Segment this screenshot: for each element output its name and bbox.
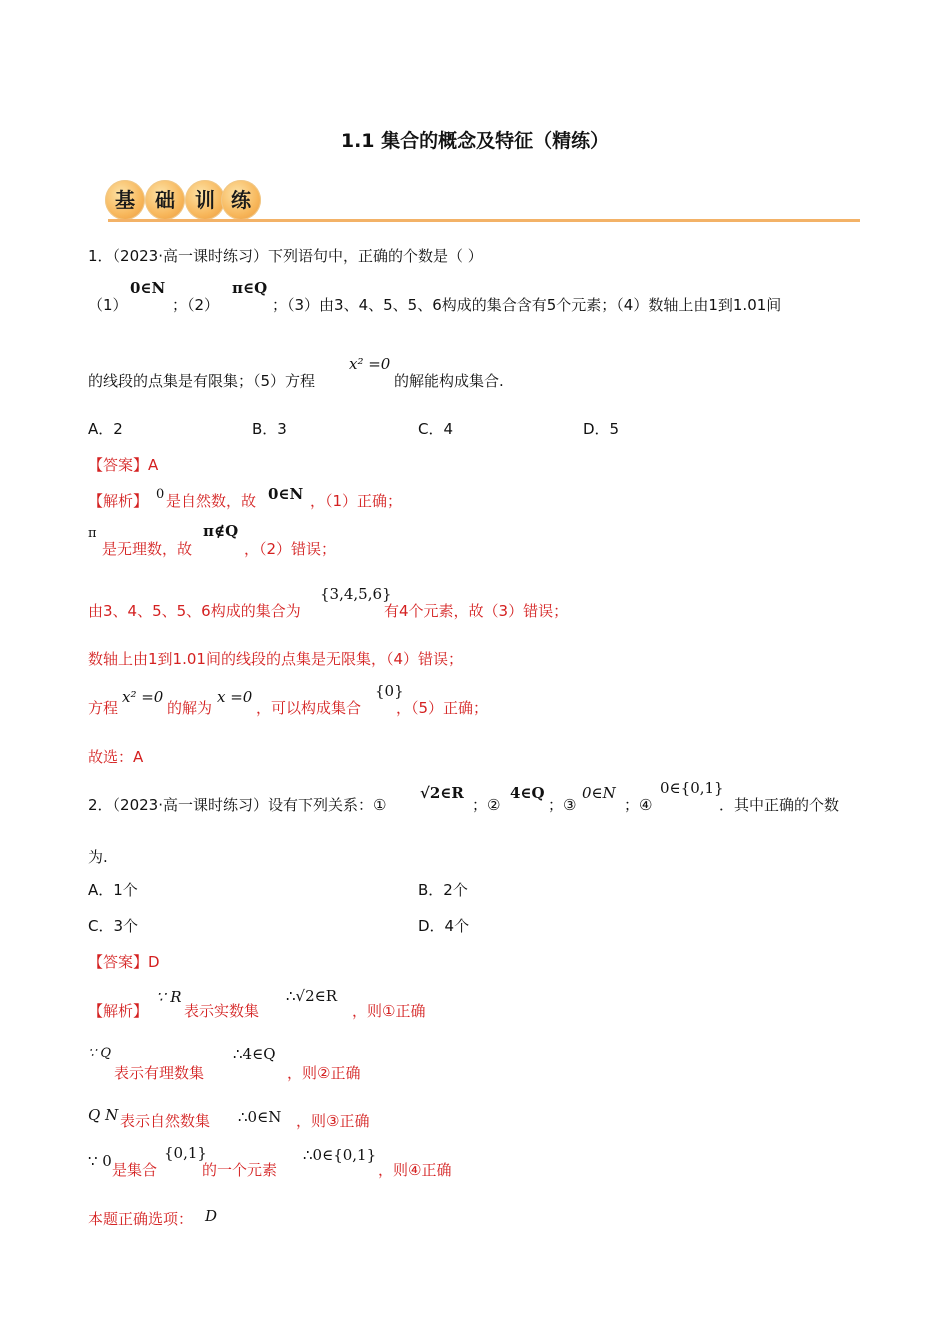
- q2-stem-c: 为.: [88, 848, 108, 866]
- page-title: 1.1 集合的概念及特征（精练）: [340, 130, 610, 152]
- q1-exp-3b: 有4个元素，故（3）错误；: [384, 602, 569, 620]
- q1-exp-6: 故选：A: [88, 748, 144, 766]
- q1-exp-1a: 是自然数，故: [166, 492, 257, 510]
- q2-exp-math-2b: ∴4∈Q: [233, 1045, 276, 1063]
- banner-underline: [108, 219, 860, 222]
- q1-line1-p3: ；（3）由3、4、5、5、6构成的集合含有5个元素；（4）数轴上由1到1.01间: [272, 296, 782, 314]
- q1-exp-5d: ，（5）正确；: [396, 699, 489, 717]
- q2-exp-label: 【解析】: [88, 1002, 149, 1020]
- q1-option-c: C．4: [418, 420, 454, 438]
- q2-exp-3a: 表示自然数集: [120, 1112, 211, 1130]
- q2-answer: 【答案】D: [88, 953, 160, 971]
- q1-option-a: A．2: [88, 420, 123, 438]
- q1-line2-a: 的线段的点集是有限集；（5）方程: [88, 372, 316, 390]
- q1-option-b: B．3: [252, 420, 287, 438]
- banner-char-1: 基: [105, 180, 145, 220]
- q1-exp-math-2: π∉Q: [203, 522, 239, 540]
- q1-math-3: x² =0: [349, 355, 391, 373]
- q2-exp-math-3b: ∴0∈N: [238, 1108, 282, 1126]
- q2-option-b: B．2个: [418, 881, 468, 899]
- q2-exp-4c: ，则④正确: [378, 1161, 452, 1179]
- q1-exp-math-5c: {0}: [375, 682, 404, 700]
- q2-math-1: √2∈R: [420, 784, 464, 802]
- q2-exp-math-4a: ∵ 0: [88, 1152, 112, 1170]
- q2-exp-math-1a: ∵ R: [156, 988, 182, 1006]
- q2-option-d: D．4个: [418, 917, 470, 935]
- q2-exp-math-4c: ∴0∈{0,1}: [303, 1146, 377, 1164]
- q2-exp-2b: ，则②正确: [287, 1064, 361, 1082]
- q2-stem-b: ．其中正确的个数: [719, 796, 840, 814]
- q1-line2-b: 的解能构成集合.: [394, 372, 504, 390]
- q2-exp-1a: 表示实数集: [184, 1002, 260, 1020]
- q1-answer: 【答案】A: [88, 456, 159, 474]
- q1-line1-p2: ；（2）: [172, 296, 220, 314]
- q2-exp-4a: 是集合: [112, 1161, 158, 1179]
- q1-exp-3a: 由3、4、5、5、6构成的集合为: [88, 602, 301, 620]
- q1-exp-2a: 是无理数，故: [102, 540, 193, 558]
- q1-math-1: 0∈N: [130, 279, 166, 297]
- banner-char-2: 础: [145, 180, 185, 220]
- q2-exp-math-1b: ∴√2∈R: [286, 987, 338, 1005]
- q1-option-d: D．5: [583, 420, 620, 438]
- q1-exp-math-0: 0: [156, 487, 165, 502]
- q2-exp-math-4b: {0,1}: [164, 1144, 207, 1162]
- q2-exp-1b: ，则①正确: [352, 1002, 426, 1020]
- q2-exp-2a: 表示有理数集: [114, 1064, 205, 1082]
- q1-exp-math-5a: x² =0: [122, 688, 164, 706]
- q1-exp-1b: ，（1）正确；: [310, 492, 403, 510]
- q2-option-c: C．3个: [88, 917, 139, 935]
- q2-math-4: 0∈{0,1}: [660, 779, 724, 797]
- q1-exp-math-3: {3,4,5,6}: [320, 585, 392, 603]
- q1-math-2: π∈Q: [232, 279, 268, 297]
- q1-exp-5a: 方程: [88, 699, 119, 717]
- q1-exp-5c: ，可以构成集合: [256, 699, 362, 717]
- q1-exp-math-1: 0∈N: [268, 485, 304, 503]
- q2-stem-s2: ；③: [548, 796, 577, 814]
- q2-math-2: 4∈Q: [510, 784, 545, 802]
- q2-option-a: A．1个: [88, 881, 138, 899]
- q1-exp-math-5b: x =0: [217, 688, 253, 706]
- banner-char-4: 练: [221, 180, 261, 220]
- banner-char-3: 训: [185, 180, 225, 220]
- q2-exp-5: 本题正确选项：: [88, 1210, 194, 1228]
- q2-exp-4b: 的一个元素: [202, 1161, 278, 1179]
- q2-exp-3b: ，则③正确: [296, 1112, 370, 1130]
- q1-exp-label: 【解析】: [88, 492, 149, 510]
- q1-stem: 1．（2023·高一课时练习）下列语句中，正确的个数是（ ）: [88, 247, 483, 265]
- q2-exp-math-3a: Q N: [88, 1106, 119, 1124]
- q1-line1-p1: （1）: [88, 296, 128, 314]
- q1-exp-math-pi: π: [88, 526, 97, 541]
- q1-exp-2b: ，（2）错误；: [244, 540, 337, 558]
- q2-stem-a: 2．（2023·高一课时练习）设有下列关系：①: [88, 796, 387, 814]
- q2-exp-math-2a: ∵ Q: [88, 1046, 112, 1061]
- q1-exp-5b: 的解为: [167, 699, 213, 717]
- q2-stem-s3: ；④: [624, 796, 653, 814]
- q2-stem-s1: ；②: [472, 796, 501, 814]
- q1-exp-4: 数轴上由1到1.01间的线段的点集是无限集，（4）错误；: [88, 650, 463, 668]
- q2-exp-math-5: D: [205, 1207, 218, 1225]
- q2-math-3: 0∈N: [582, 784, 616, 802]
